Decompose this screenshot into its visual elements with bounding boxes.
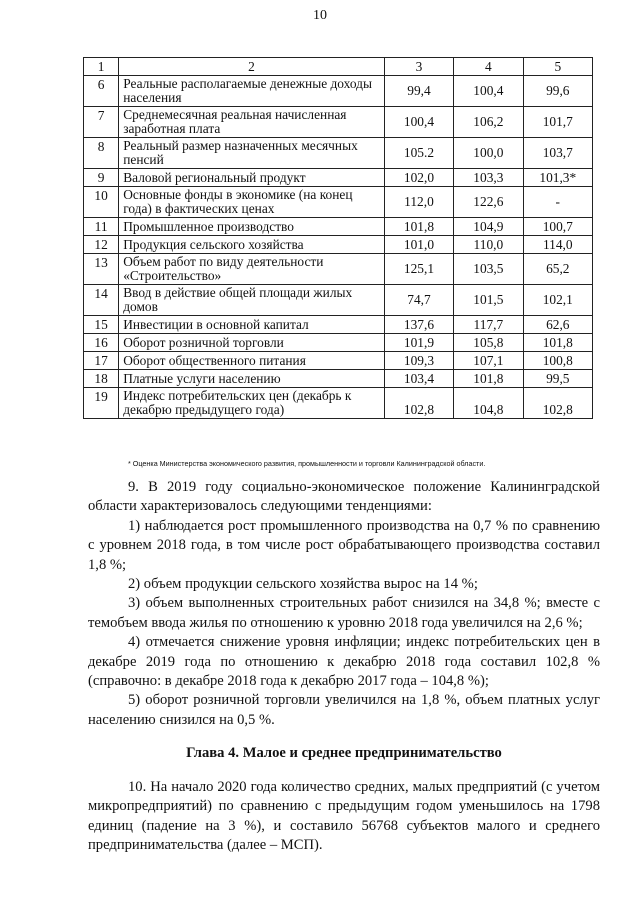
table-row [84, 169, 593, 187]
list-item-3: 3) объем выполненных строительных работ снизился на 34,8 %; вместе с темобъем ввода жилья по отношению к уровню 2018 года увеличился на 2,6 %; [88, 595, 600, 631]
value-col3-cell: 101,9 [384, 334, 453, 352]
indicator-name-cell: Оборот общественного питания [119, 352, 385, 370]
value-col3-cell: 74,7 [384, 285, 453, 316]
row-number-cell: 13 [84, 254, 119, 285]
value-col4-cell: 103,3 [454, 169, 523, 187]
header-cell: 1 [84, 58, 119, 76]
value-col5-cell: - [523, 187, 592, 218]
value-col5-cell: 102,8 [523, 388, 592, 419]
value-col5-cell: 103,7 [523, 138, 592, 169]
value-col3-cell: 137,6 [384, 316, 453, 334]
list-item-4: 4) отмечается снижение уровня инфляции; индекс потребительских цен в декабре 2019 года по отношению к декабрю 2018 года составил 102,8 % (справочно: в декабре 2018 года к декабрю 2017 года – 104,8 %); [88, 634, 600, 690]
header-cell: 4 [454, 58, 523, 76]
row-number-cell: 15 [84, 316, 119, 334]
value-col4-cell: 105,8 [454, 334, 523, 352]
value-col5-cell: 62,6 [523, 316, 592, 334]
indicator-name-cell: Промышленное производство [119, 218, 385, 236]
row-number-cell: 7 [84, 107, 119, 138]
row-number-cell: 10 [84, 187, 119, 218]
indicator-name-cell: Продукция сельского хозяйства [119, 236, 385, 254]
value-col3-cell: 125,1 [384, 254, 453, 285]
row-number-cell: 6 [84, 76, 119, 107]
value-col4-cell: 100,0 [454, 138, 523, 169]
value-col5-cell: 114,0 [523, 236, 592, 254]
table-row [84, 388, 593, 419]
chapter-heading: Глава 4. Малое и среднее предпринимательство [186, 745, 502, 762]
row-number-cell: 9 [84, 169, 119, 187]
value-col3-cell: 112,0 [384, 187, 453, 218]
value-col4-cell: 103,5 [454, 254, 523, 285]
table-row [84, 218, 593, 236]
row-number-cell: 11 [84, 218, 119, 236]
value-col4-cell: 106,2 [454, 107, 523, 138]
row-number-cell: 19 [84, 388, 119, 419]
indicator-name-cell: Реальный размер назначенных месячных пенсий [119, 138, 385, 169]
indicator-name-cell: Объем работ по виду деятельности «Строительство» [119, 254, 385, 285]
header-cell: 3 [384, 58, 453, 76]
paragraph-10: 10. На начало 2020 года количество средних, малых предприятий (с учетом микропредприятий) по сравнению с предыдущим годом уменьшилось на 1798 единиц (падение на 3 %), и составило 56768 субъектов малого и среднего предпринимательства (далее – МСП). [88, 778, 600, 853]
indicator-name-cell: Индекс потребительских цен (декабрь к декабрю предыдущего года) [119, 388, 385, 419]
indicator-name-cell: Реальные располагаемые денежные доходы населения [119, 76, 385, 107]
row-number-cell: 8 [84, 138, 119, 169]
table-row [84, 352, 593, 370]
row-number-cell: 14 [84, 285, 119, 316]
value-col5-cell: 101,8 [523, 334, 592, 352]
indicator-name-cell: Оборот розничной торговли [119, 334, 385, 352]
value-col3-cell: 101,8 [384, 218, 453, 236]
list-item-2: 2) объем продукции сельского хозяйства вырос на 14 %; [128, 576, 478, 593]
table-row [84, 76, 593, 107]
indicator-name-cell: Среднемесячная реальная начисленная заработная плата [119, 107, 385, 138]
table-row [84, 138, 593, 169]
indicator-name-cell: Основные фонды в экономике (на конец года) в фактических ценах [119, 187, 385, 218]
value-col4-cell: 100,4 [454, 76, 523, 107]
value-col4-cell: 117,7 [454, 316, 523, 334]
header-cell: 5 [523, 58, 592, 76]
header-cell: 2 [119, 58, 385, 76]
table-footnote: * Оценка Министерства экономического развития, промышленности и торговли Калининградской области. [128, 459, 486, 468]
value-col5-cell: 101,7 [523, 107, 592, 138]
value-col4-cell: 107,1 [454, 352, 523, 370]
table-header-row [84, 58, 593, 76]
row-number-cell: 16 [84, 334, 119, 352]
value-col3-cell: 109,3 [384, 352, 453, 370]
body-text [88, 478, 600, 855]
table-row [84, 236, 593, 254]
value-col4-cell: 104,8 [454, 388, 523, 419]
value-col3-cell: 99,4 [384, 76, 453, 107]
statistics-table [83, 57, 593, 419]
indicator-name-cell: Платные услуги населению [119, 370, 385, 388]
value-col5-cell: 101,3* [523, 169, 592, 187]
value-col3-cell: 102,0 [384, 169, 453, 187]
page-number: 10 [313, 8, 327, 23]
value-col4-cell: 101,5 [454, 285, 523, 316]
table-row [84, 285, 593, 316]
table-row [84, 107, 593, 138]
indicator-name-cell: Инвестиции в основной капитал [119, 316, 385, 334]
indicator-name-cell: Ввод в действие общей площади жилых домов [119, 285, 385, 316]
indicator-name-cell: Валовой региональный продукт [119, 169, 385, 187]
value-col3-cell: 100,4 [384, 107, 453, 138]
paragraph-9-intro: 9. В 2019 году социально-экономическое положение Калининградской области характеризовалось следующими тенденциями: [88, 479, 600, 515]
value-col5-cell: 100,7 [523, 218, 592, 236]
value-col5-cell: 100,8 [523, 352, 592, 370]
value-col4-cell: 101,8 [454, 370, 523, 388]
value-col3-cell: 101,0 [384, 236, 453, 254]
value-col5-cell: 99,6 [523, 76, 592, 107]
value-col4-cell: 122,6 [454, 187, 523, 218]
value-col3-cell: 103,4 [384, 370, 453, 388]
list-item-1: 1) наблюдается рост промышленного производства на 0,7 % по сравнению с уровнем 2018 года, в том числе рост обрабатывающего производства составил 1,8 %; [88, 517, 600, 573]
value-col3-cell: 105.2 [384, 138, 453, 169]
table-body [84, 76, 593, 419]
value-col4-cell: 110,0 [454, 236, 523, 254]
table-row [84, 370, 593, 388]
table-row [84, 187, 593, 218]
value-col4-cell: 104,9 [454, 218, 523, 236]
value-col5-cell: 99,5 [523, 370, 592, 388]
list-item-5: 5) оборот розничной торговли увеличился на 1,8 %, объем платных услуг населению снизился на 0,5 %. [88, 692, 600, 728]
value-col3-cell: 102,8 [384, 388, 453, 419]
value-col5-cell: 65,2 [523, 254, 592, 285]
row-number-cell: 17 [84, 352, 119, 370]
row-number-cell: 18 [84, 370, 119, 388]
table-row [84, 334, 593, 352]
value-col5-cell: 102,1 [523, 285, 592, 316]
row-number-cell: 12 [84, 236, 119, 254]
table-row [84, 316, 593, 334]
table-row [84, 254, 593, 285]
